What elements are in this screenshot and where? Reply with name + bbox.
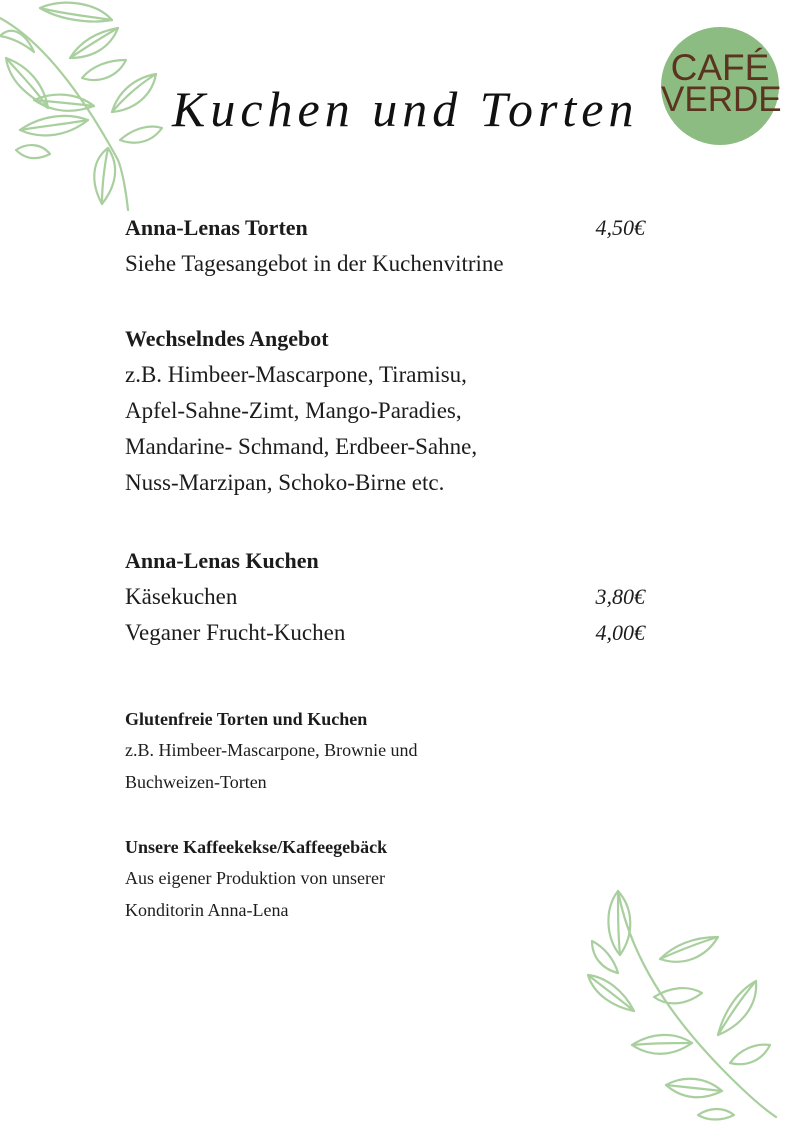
- logo-text-cafe: CAFÉ: [670, 47, 770, 88]
- description-line: Nuss-Marzipan, Schoko-Birne etc.: [125, 470, 445, 495]
- item-price: 4,00€: [595, 620, 645, 645]
- item-price: 3,80€: [595, 584, 645, 609]
- logo-text-verde: VERDE: [661, 80, 782, 119]
- menu-item: [125, 579, 645, 615]
- description-line: z.B. Himbeer-Mascarpone, Brownie und: [125, 740, 418, 760]
- item-name: Käsekuchen: [125, 584, 238, 609]
- description-line: Mandarine- Schmand, Erdbeer-Sahne,: [125, 434, 478, 459]
- item-name: Anna-Lenas Torten: [125, 215, 308, 240]
- item-description: Siehe Tagesangebot in der Kuchenvitrine: [125, 251, 504, 276]
- item-name: Veganer Frucht-Kuchen: [125, 620, 346, 645]
- item-name: Anna-Lenas Kuchen: [125, 548, 319, 573]
- menu-item: [125, 210, 645, 246]
- menu-item: [125, 321, 645, 357]
- description-line: z.B. Himbeer-Mascarpone, Tiramisu,: [125, 362, 467, 387]
- section-kekse: [125, 832, 645, 926]
- section-kuchen: [125, 543, 645, 651]
- cafe-verde-logo: [661, 27, 782, 145]
- description-line: Aus eigener Produktion von unserer: [125, 868, 385, 888]
- leaf-branch-icon: [0, 0, 170, 215]
- menu-item: [125, 543, 645, 579]
- section-heading: Glutenfreie Torten und Kuchen: [125, 709, 368, 729]
- description-line: Buchweizen-Torten: [125, 772, 267, 792]
- section-wechselnd: [125, 321, 645, 501]
- section-heading: Unsere Kaffeekekse/Kaffeegebäck: [125, 837, 388, 857]
- item-name: Wechselndes Angebot: [125, 326, 329, 351]
- description-line: Konditorin Anna-Lena: [125, 900, 289, 920]
- section-torten: [125, 210, 645, 282]
- section-glutenfrei: [125, 704, 645, 798]
- item-price: 4,50€: [595, 215, 645, 240]
- menu-item: [125, 615, 645, 651]
- page-title: Kuchen und Torten: [172, 81, 639, 137]
- description-line: Apfel-Sahne-Zimt, Mango-Paradies,: [125, 398, 462, 423]
